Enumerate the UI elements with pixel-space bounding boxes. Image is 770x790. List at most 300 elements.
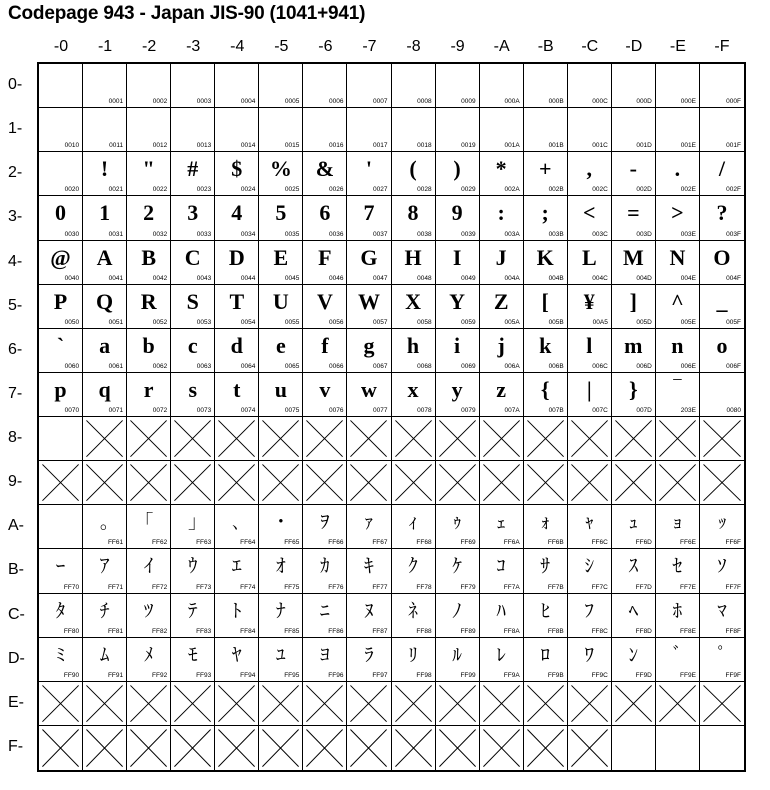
char-glyph: o [716, 332, 728, 358]
char-code: FF8D [635, 627, 652, 635]
char-code: 0045 [284, 274, 300, 282]
char-code: 007B [548, 407, 564, 414]
char-glyph: ﾅ [276, 599, 286, 622]
char-cell [480, 64, 524, 108]
cross-mark-icon [480, 682, 523, 725]
char-code: FF87 [372, 627, 388, 635]
char-cell [347, 505, 391, 549]
char-code: FF6D [635, 539, 652, 547]
row-header: 0- [8, 76, 23, 94]
char-code: 0055 [284, 318, 300, 326]
cross-mark-icon [568, 461, 611, 504]
char-code: FF7B [547, 583, 564, 591]
char-code: 004E [680, 274, 696, 282]
char-code: 0071 [108, 407, 124, 414]
char-glyph: 0 [55, 200, 67, 226]
char-cell [83, 549, 127, 593]
char-glyph: p [54, 376, 67, 402]
cross-mark-icon [83, 417, 126, 460]
char-glyph: ﾉ [452, 599, 462, 622]
char-code: 0065 [284, 362, 300, 370]
char-cell [347, 329, 391, 373]
char-glyph: ｮ [672, 511, 683, 534]
undefined-cell [524, 461, 568, 505]
char-cell [259, 196, 303, 240]
char-code: 006F [726, 362, 741, 370]
char-code: 0028 [417, 186, 432, 194]
char-cell [171, 505, 215, 549]
char-glyph: L [581, 244, 597, 270]
char-glyph: a [99, 332, 111, 358]
undefined-cell [127, 682, 171, 726]
char-glyph: ﾝ [628, 643, 639, 666]
char-code: 0068 [417, 362, 432, 370]
char-glyph: N [669, 244, 686, 270]
cross-mark-icon [480, 461, 523, 504]
char-code: 0006 [328, 98, 344, 106]
char-code: FF85 [284, 627, 300, 635]
cross-mark-icon [303, 682, 346, 725]
char-code: FF86 [328, 627, 344, 635]
char-code: FF99 [460, 671, 476, 679]
char-glyph: ﾛ [540, 643, 550, 666]
char-code: 0057 [373, 318, 388, 326]
char-glyph: ｹ [452, 555, 462, 578]
char-code: 0066 [328, 362, 344, 370]
char-code: 0044 [240, 274, 256, 282]
char-glyph: ﾓ [187, 643, 198, 666]
char-glyph: ﾙ [452, 643, 462, 666]
char-code: FF84 [240, 627, 256, 635]
char-cell [524, 64, 568, 108]
char-cell [303, 329, 347, 373]
column-header: -8 [406, 38, 421, 55]
char-cell [347, 152, 391, 196]
char-cell [612, 108, 656, 152]
char-cell [127, 549, 171, 593]
char-glyph: g [363, 332, 375, 358]
char-cell [700, 285, 744, 329]
char-cell [524, 329, 568, 373]
char-code: 0060 [64, 362, 80, 370]
cross-mark-icon [83, 461, 126, 504]
column-header: -F [714, 38, 730, 55]
char-code: 0048 [417, 274, 432, 282]
char-code: FF79 [460, 583, 476, 591]
row-header: B- [8, 561, 24, 579]
page-title: Codepage 943 - Japan JIS-90 (1041+941) [8, 3, 366, 24]
char-cell [612, 594, 656, 638]
char-code: 007D [636, 407, 652, 414]
char-code: 006E [680, 362, 696, 370]
char-code: 0002 [152, 98, 168, 106]
char-cell [436, 108, 480, 152]
char-glyph: ﾆ [320, 599, 330, 622]
char-glyph: ' [365, 156, 373, 182]
char-cell [83, 152, 127, 196]
cross-mark-icon [700, 417, 744, 460]
cross-mark-icon [215, 417, 258, 460]
char-code: 002F [726, 186, 741, 194]
char-code: FF72 [152, 583, 168, 591]
char-code: 0035 [284, 230, 300, 238]
undefined-cell [656, 461, 700, 505]
char-cell [83, 285, 127, 329]
cross-mark-icon [215, 461, 258, 504]
char-cell [171, 285, 215, 329]
char-cell [524, 285, 568, 329]
column-header: -0 [53, 38, 69, 55]
undefined-cell [392, 726, 436, 770]
char-code: FF7C [591, 583, 608, 591]
char-cell [480, 373, 524, 417]
char-code: 0034 [240, 230, 256, 238]
char-glyph: 1 [99, 200, 111, 226]
char-glyph: ﾒ [143, 643, 154, 666]
char-cell [127, 329, 171, 373]
char-code: 0041 [108, 274, 124, 282]
char-code: 006C [592, 362, 608, 370]
char-cell [171, 549, 215, 593]
char-code: 00A5 [592, 318, 608, 326]
char-cell [39, 329, 83, 373]
cross-mark-icon [171, 461, 214, 504]
codepage-grid [37, 62, 746, 772]
char-code: FF90 [63, 671, 80, 679]
char-glyph: c [187, 332, 198, 358]
row-header: A- [8, 517, 24, 535]
char-code: FF89 [460, 627, 476, 635]
char-cell [259, 285, 303, 329]
char-glyph: ` [56, 332, 65, 358]
char-cell [568, 196, 612, 240]
cross-mark-icon [259, 417, 302, 460]
char-glyph: ｺ [496, 555, 506, 578]
char-cell [127, 64, 171, 108]
char-cell [303, 285, 347, 329]
char-code: 005E [680, 318, 696, 326]
char-glyph: ﾊ [496, 599, 506, 622]
char-cell [436, 285, 480, 329]
char-glyph: > [671, 200, 684, 226]
char-cell [215, 152, 259, 196]
char-cell [480, 505, 524, 549]
column-header: -A [493, 38, 510, 55]
char-glyph: ﾌ [584, 599, 595, 622]
char-cell [656, 726, 700, 770]
char-cell [215, 285, 259, 329]
cross-mark-icon [524, 682, 567, 725]
undefined-cell [171, 726, 215, 770]
char-cell [656, 329, 700, 373]
column-header: -E [669, 38, 686, 55]
char-glyph: Z [493, 288, 509, 314]
char-cell [392, 152, 436, 196]
char-cell [127, 152, 171, 196]
char-code: FF8A [503, 627, 520, 635]
cross-mark-icon [436, 726, 479, 770]
char-cell [700, 329, 744, 373]
char-glyph: ) [453, 156, 461, 182]
char-cell [127, 241, 171, 285]
char-cell [259, 329, 303, 373]
char-cell [39, 64, 83, 108]
char-code: FF67 [372, 539, 388, 547]
char-code: FF8F [725, 627, 741, 635]
char-glyph: ﾍ [628, 599, 639, 622]
char-cell [700, 108, 744, 152]
char-cell [259, 241, 303, 285]
char-code: 0012 [152, 142, 168, 150]
char-code: 0054 [240, 318, 256, 326]
char-glyph: m [624, 332, 643, 358]
char-cell [303, 241, 347, 285]
cross-mark-icon [392, 461, 435, 504]
char-glyph: y [451, 376, 463, 402]
char-code: 0052 [152, 318, 168, 326]
cross-mark-icon [347, 417, 390, 460]
undefined-cell [303, 682, 347, 726]
char-code: 0053 [196, 318, 212, 326]
undefined-cell [568, 417, 612, 461]
char-code: FF64 [240, 539, 256, 547]
char-glyph: Y [449, 288, 466, 314]
char-code: 0003 [196, 98, 212, 106]
char-glyph: ｵ [276, 555, 286, 578]
char-cell [480, 241, 524, 285]
char-cell [347, 285, 391, 329]
char-cell [700, 241, 744, 285]
char-glyph: J [495, 244, 507, 270]
column-header: -D [625, 38, 643, 55]
char-code: 0001 [108, 98, 124, 106]
char-cell [39, 417, 83, 461]
char-glyph: ﾘ [408, 643, 418, 666]
char-code: 0019 [461, 142, 476, 150]
char-code: 0022 [152, 186, 168, 194]
char-cell [480, 152, 524, 196]
char-cell [436, 64, 480, 108]
char-glyph: ‾ [673, 376, 682, 402]
char-cell [215, 549, 259, 593]
char-glyph: S [186, 288, 199, 314]
char-code: 0014 [240, 142, 256, 150]
char-cell [700, 549, 744, 593]
char-cell [568, 373, 612, 417]
char-glyph: 9 [451, 200, 463, 226]
char-glyph: ﾈ [408, 599, 418, 622]
char-code: FF6A [503, 539, 520, 547]
char-cell [656, 108, 700, 152]
char-code: FF70 [63, 583, 80, 591]
char-glyph: @ [50, 244, 71, 270]
char-glyph: ｶ [320, 555, 330, 578]
char-glyph: ｱ [99, 555, 110, 578]
char-glyph: ﾎ [672, 599, 683, 622]
char-cell [612, 64, 656, 108]
char-cell [700, 505, 744, 549]
char-cell [215, 638, 259, 682]
char-cell [303, 549, 347, 593]
column-header: -4 [230, 38, 245, 55]
char-cell [480, 108, 524, 152]
char-cell [480, 638, 524, 682]
char-glyph: ｼ [584, 555, 595, 578]
undefined-cell [524, 726, 568, 770]
char-glyph: l [586, 332, 593, 358]
char-glyph: ｿ [717, 555, 727, 578]
char-code: 0046 [328, 274, 344, 282]
char-code: 0030 [64, 230, 80, 238]
char-cell [259, 549, 303, 593]
char-cell [656, 241, 700, 285]
char-cell [127, 373, 171, 417]
undefined-cell [127, 417, 171, 461]
char-glyph: ﾇ [364, 599, 374, 622]
char-code: 0027 [373, 186, 388, 194]
char-glyph: # [187, 156, 199, 182]
char-glyph: M [622, 244, 644, 270]
char-glyph: { [540, 376, 550, 402]
char-code: 005A [504, 318, 520, 326]
undefined-cell [612, 461, 656, 505]
char-glyph: _ [716, 288, 728, 314]
char-glyph: ; [541, 200, 549, 226]
char-cell [524, 505, 568, 549]
char-code: 0008 [417, 98, 432, 106]
char-cell [656, 373, 700, 417]
char-glyph: ｷ [364, 555, 374, 578]
undefined-cell [83, 417, 127, 461]
char-cell [392, 594, 436, 638]
char-code: FF73 [196, 583, 212, 591]
char-cell [171, 329, 215, 373]
char-glyph: ﾔ [232, 643, 242, 666]
cross-mark-icon [656, 417, 699, 460]
char-cell [480, 594, 524, 638]
char-cell [480, 329, 524, 373]
char-glyph: D [228, 244, 245, 270]
char-cell [612, 505, 656, 549]
char-glyph: [ [541, 288, 549, 314]
char-glyph: v [319, 376, 331, 402]
char-glyph: x [407, 376, 419, 402]
char-glyph: ﾄ [232, 599, 242, 622]
char-cell [392, 549, 436, 593]
char-code: 0078 [417, 407, 432, 414]
char-code: 0050 [64, 318, 80, 326]
char-glyph: T [229, 288, 245, 314]
char-cell [215, 241, 259, 285]
char-cell [612, 638, 656, 682]
char-glyph: ﾏ [717, 599, 727, 622]
char-code: 0013 [196, 142, 212, 150]
char-code: 0007 [373, 98, 388, 106]
undefined-cell [39, 461, 83, 505]
char-glyph: , [586, 156, 593, 182]
char-cell [171, 196, 215, 240]
char-cell [171, 241, 215, 285]
char-cell [83, 638, 127, 682]
char-cell [436, 152, 480, 196]
char-glyph: ｰ [55, 555, 66, 578]
char-code: 005B [548, 318, 564, 326]
cross-mark-icon [347, 461, 390, 504]
cross-mark-icon [436, 417, 479, 460]
char-glyph: * [495, 156, 507, 182]
char-code: 0010 [64, 142, 80, 150]
char-code: FF88 [416, 627, 432, 635]
char-cell [700, 638, 744, 682]
char-glyph: ｨ [408, 511, 418, 534]
undefined-cell [347, 417, 391, 461]
char-glyph: ] [629, 288, 637, 314]
row-header: 5- [8, 296, 23, 314]
undefined-cell [39, 726, 83, 770]
char-cell [303, 638, 347, 682]
cross-mark-icon [347, 726, 390, 770]
undefined-cell [83, 726, 127, 770]
char-cell [656, 196, 700, 240]
char-code: 0024 [240, 186, 256, 194]
char-glyph: s [188, 376, 197, 402]
char-glyph: ﾃ [187, 599, 198, 622]
char-cell [39, 108, 83, 152]
char-cell [700, 152, 744, 196]
char-code: FF63 [196, 539, 212, 547]
char-cell [39, 505, 83, 549]
char-code: FF8E [680, 627, 696, 635]
char-cell [171, 108, 215, 152]
char-glyph: 3 [187, 200, 199, 226]
char-cell [656, 152, 700, 196]
char-code: 006D [636, 362, 652, 370]
char-cell [215, 196, 259, 240]
undefined-cell [700, 461, 744, 505]
char-code: FF61 [107, 539, 124, 547]
char-cell [700, 64, 744, 108]
char-cell [303, 196, 347, 240]
char-cell [127, 108, 171, 152]
undefined-cell [127, 461, 171, 505]
char-code: 0069 [461, 362, 476, 370]
undefined-cell [303, 726, 347, 770]
char-code: FF9C [591, 671, 608, 679]
char-code: 004F [726, 274, 741, 282]
undefined-cell [215, 682, 259, 726]
char-cell [215, 594, 259, 638]
char-code: 003B [548, 230, 564, 238]
char-code: 000F [726, 98, 741, 106]
char-cell [700, 196, 744, 240]
column-header: -1 [97, 38, 113, 55]
char-glyph: f [321, 332, 329, 358]
char-glyph: ｴ [232, 555, 242, 578]
char-cell [259, 594, 303, 638]
cross-mark-icon [392, 417, 435, 460]
char-glyph: & [315, 156, 335, 182]
char-code: FF91 [107, 671, 124, 679]
undefined-cell [568, 726, 612, 770]
char-cell [83, 594, 127, 638]
column-header: -9 [450, 38, 465, 55]
char-glyph: . [674, 156, 681, 182]
char-code: 001A [504, 142, 520, 150]
char-cell [568, 594, 612, 638]
cross-mark-icon [127, 682, 170, 725]
char-code: FF96 [328, 671, 344, 679]
undefined-cell [480, 417, 524, 461]
